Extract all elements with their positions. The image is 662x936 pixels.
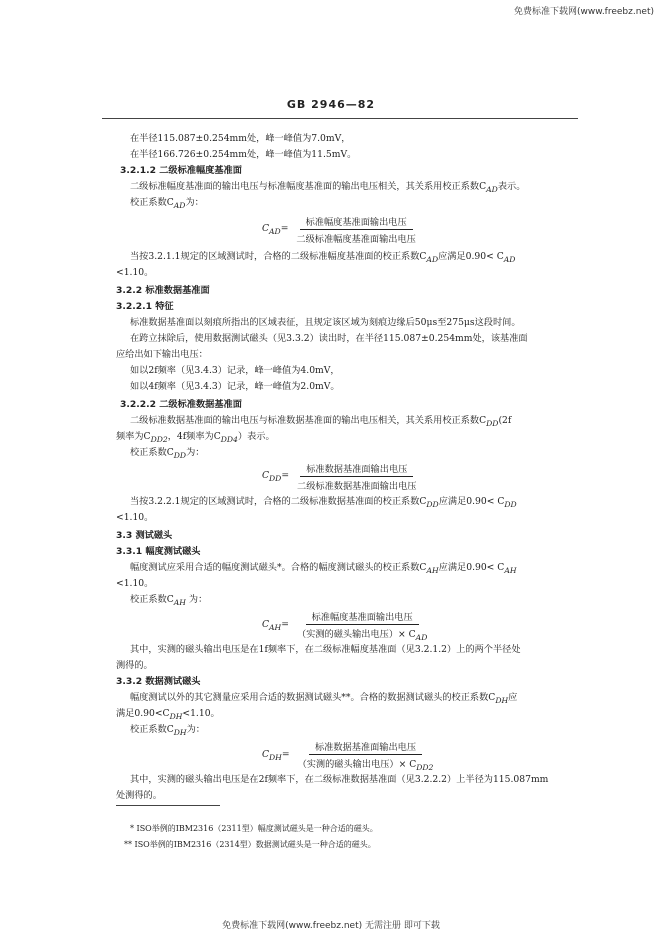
standard-number-header: GB 2946—82 [286,98,376,111]
text-line: 当按3.2.2.1规定的区域测试时，合格的二级标准数据基准面的校正系数$C_{DD}$应满足$0.90< C_{DD}$ [130,496,517,509]
section-heading-3-3-2: 3.3.2 数据测试磁头 [116,676,201,687]
formula-cad: $C_{AD}=$ $\frac{\text{标准幅度基准面输出电压}}{\text{二级标准幅度基准面输出电压}}$ [262,214,422,245]
text-line: 幅度测试应采用合适的幅度测试磁头*。合格的幅度测试磁头的校正系数$C_{AH}$应满足$0.90< C_{AH}$ [130,562,517,575]
footnote: * ISO举例的IBM2316（2311型）幅度测试磁头是一种合适的磁头。 [130,824,378,833]
text-line: <1.10。 [116,267,154,278]
text-line: 标准数据基准面以刻痕所指出的区域表征，且规定该区域为刻痕边缘后50μs至275μs这段时间。 [130,317,521,328]
text-line: 幅度测试以外的其它测量应采用合适的数据测试磁头**。合格的数据测试磁头的校正系数$C_{DH}$应 [130,692,518,705]
text-line: 其中，实测的磁头输出电压是在1f频率下，在二级标准幅度基准面（见3.2.1.2）上的两个半径处 [130,644,521,655]
text-line: 二级标准幅度基准面的输出电压与标准幅度基准面的输出电压相关，其关系用校正系数$C_{AD}$表示。 [130,181,526,194]
footnote-rule [116,805,220,806]
text-line: 在跨立抹除后，使用数据测试磁头（见3.3.2）读出时，在半径115.087±0.254mm处，该基准面 [130,333,528,344]
text-line: 其中，实测的磁头输出电压是在2f频率下，在二级标准数据基准面（见3.2.2.2）上半径为115.087mm [130,774,549,785]
watermark-top: 免费标准下载网(www.freebz.net) [514,7,654,17]
text-line: 在半径115.087±0.254mm处，峰一峰值为7.0mV， [130,133,351,144]
section-heading-3-2-1-2: 3.2.1.2 二级标准幅度基准面 [120,165,242,176]
section-heading-3-2-2-1: 3.2.2.1 特征 [116,301,174,312]
section-heading-3-3: 3.3 测试磁头 [116,530,173,541]
section-heading-3-3-1: 3.3.1 幅度测试磁头 [116,546,201,557]
text-line: 如以2f频率（见3.4.3）记录，峰一峰值为4.0mV， [130,365,340,376]
text-line: 如以4f频率（见3.4.3）记录，峰一峰值为2.0mV。 [130,381,340,392]
footnote: ** ISO举例的IBM2316（2314型）数据测试磁头是一种合适的磁头。 [124,840,376,849]
text-line: 应给出如下输出电压： [116,349,208,360]
formula-cdd: $C_{DD}=$ $\frac{\text{标准数据基准面输出电压}}{\text{二级标准数据基准面输出电压}}$ [262,461,422,492]
text-line: 在半径166.726±0.254mm处，峰一峰值为11.5mV。 [130,149,357,160]
formula-cdh: $C_{DH}=$ $\frac{\text{标准数据基准面输出电压}}{(实测的磁头输出电压)\times C_{DD2}}$ [262,739,439,772]
text-line: 满足$0.90<C_{DH}<1.10$。 [116,708,220,721]
section-heading-3-2-2: 3.2.2 标准数据基准面 [116,285,210,296]
watermark-bottom: 免费标准下载网(www.freebz.net) 无需注册 即可下载 [222,921,440,931]
header-rule [102,118,578,119]
text-line: <1.10。 [116,578,154,589]
section-heading-3-2-2-2: 3.2.2.2 二级标准数据基准面 [120,399,242,410]
text-line: <1.10。 [116,512,154,523]
text-line: 处测得的。 [116,790,162,801]
text-line: 二级标准数据基准面的输出电压与标准数据基准面的输出电压相关，其关系用校正系数$C_{DD}(2f$ [130,415,512,428]
formula-cah: $C_{AH}=$ $\frac{\text{标准幅度基准面输出电压}}{(实测的磁头输出电压)\times C_{AD}}$ [262,609,433,642]
text-line: 校正系数$C_{DD}$为： [130,447,205,460]
text-line: 校正系数$C_{AD}$为： [130,197,204,210]
text-line: 校正系数$C_{AH}$ 为： [130,594,208,607]
text-line: 当按3.2.1.1规定的区域测试时，合格的二级标准幅度基准面的校正系数$C_{AD}$应满足$0.90< C_{AD}$ [130,251,516,264]
text-line: 校正系数$C_{DH}$为： [130,724,205,737]
text-line: 频率为$C_{DD2}$，4f频率为$C_{DD4}$）表示。 [116,431,275,444]
text-line: 测得的。 [116,660,153,671]
